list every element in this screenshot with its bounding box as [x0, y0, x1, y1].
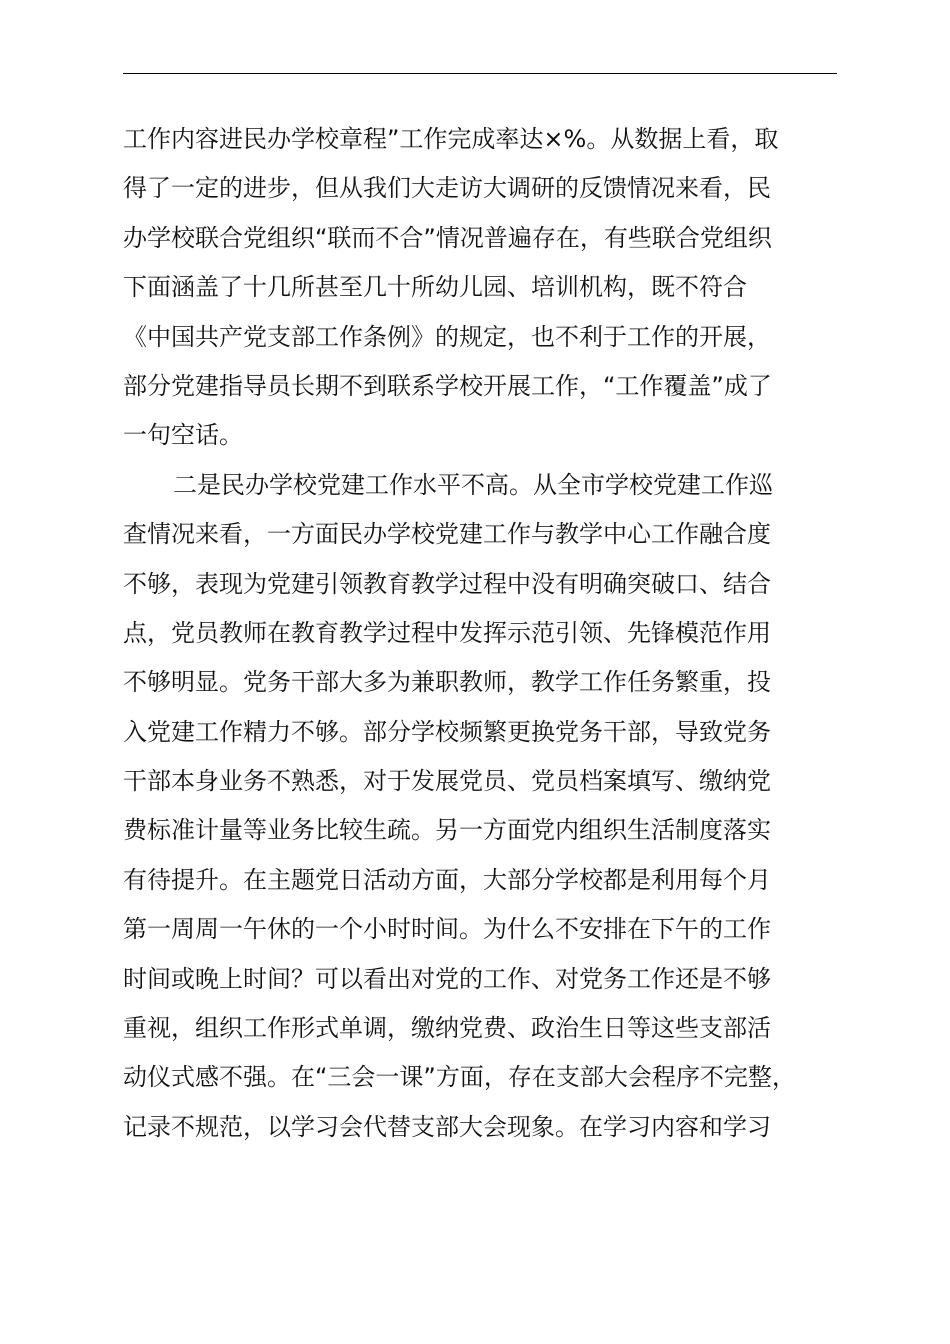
text-line: 得了一定的进步，但从我们大走访大调研的反馈情况来看，民 — [123, 174, 771, 203]
text-line: 入党建工作精力不够。部分学校频繁更换党务干部，导致党务 — [123, 717, 771, 746]
text-line: 查情况来看，一方面民办学校党建工作与教学中心工作融合度 — [123, 520, 771, 549]
text-line: 不够，表现为党建引领教育教学过程中没有明确突破口、结合 — [123, 569, 771, 598]
text-line: 有待提升。在主题党日活动方面，大部分学校都是利用每个月 — [123, 865, 771, 894]
text-line: 工作内容进民办学校章程”工作完成率达×%。从数据上看，取 — [123, 125, 779, 153]
paragraph-start-line: 二是民办学校党建工作水平不高。从全市学校党建工作巡 — [173, 470, 773, 499]
text-line: 《中国共产党支部工作条例》的规定，也不利于工作的开展， — [123, 322, 771, 351]
text-line: 动仪式感不强。在“三会一课”方面，存在支部大会程序不完整， — [123, 1063, 796, 1092]
header-rule — [123, 73, 837, 74]
text-line: 干部本身业务不熟悉，对于发展党员、党员档案填写、缴纳党 — [123, 767, 771, 796]
text-line: 费标准计量等业务比较生疏。另一方面党内组织生活制度落实 — [123, 816, 771, 845]
text-line: 点，党员教师在教育教学过程中发挥示范引领、先锋模范作用 — [123, 618, 771, 647]
text-line: 一句空话。 — [123, 421, 243, 450]
text-line: 重视，组织工作形式单调，缴纳党费、政治生日等这些支部活 — [123, 1014, 771, 1043]
document-body — [123, 115, 863, 1152]
text-line: 时间或晚上时间？可以看出对党的工作、对党务工作还是不够 — [123, 964, 771, 993]
text-line: 第一周周一午休的一个小时时间。为什么不安排在下午的工作 — [123, 915, 771, 944]
text-line: 办学校联合党组织“联而不合”情况普遍存在，有些联合党组织 — [123, 223, 772, 252]
text-line: 记录不规范，以学习会代替支部大会现象。在学习内容和学习 — [123, 1112, 771, 1141]
text-line: 不够明显。党务干部大多为兼职教师，教学工作任务繁重，投 — [123, 668, 771, 697]
text-line: 下面涵盖了十几所甚至几十所幼儿园、培训机构，既不符合 — [123, 273, 747, 302]
text-line: 部分党建指导员长期不到联系学校开展工作，“工作覆盖”成了 — [123, 371, 772, 400]
